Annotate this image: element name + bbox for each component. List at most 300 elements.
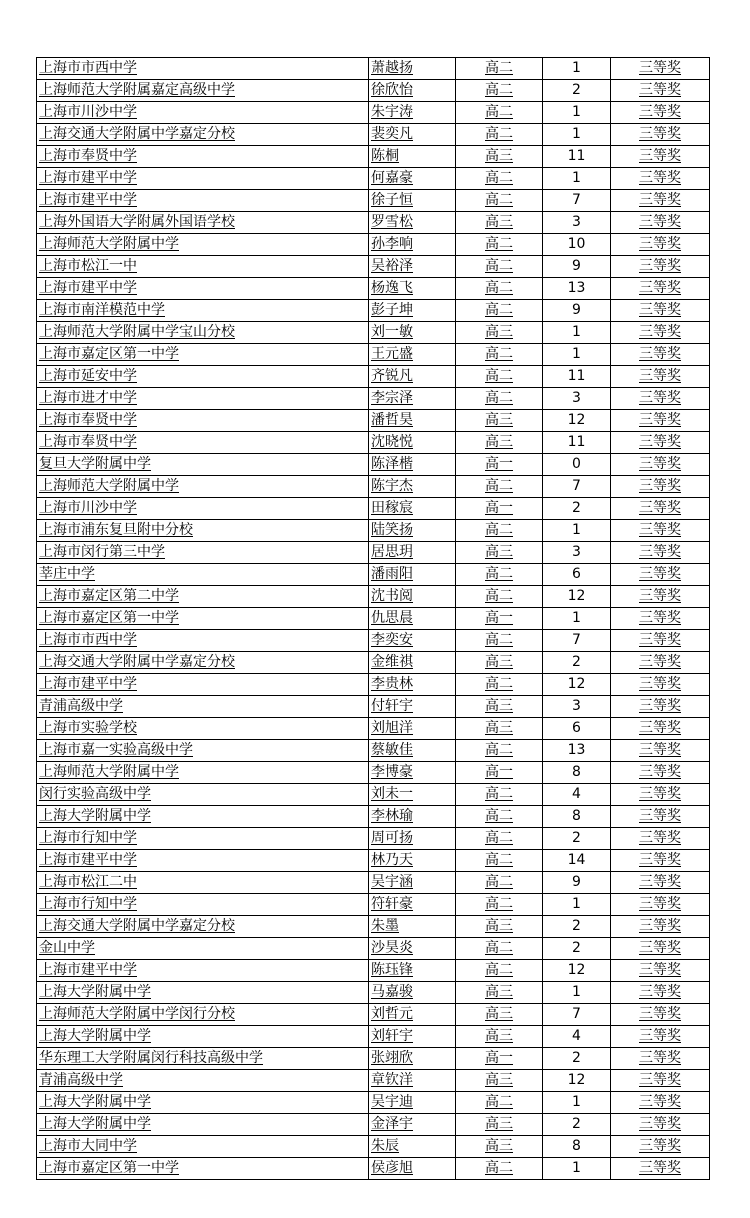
school-cell: 上海市嘉定区第一中学 bbox=[37, 608, 369, 630]
table-row bbox=[37, 1004, 710, 1026]
award-cell: 三等奖 bbox=[611, 322, 710, 344]
student-name-cell: 朱宇涛 bbox=[369, 102, 456, 124]
school-cell: 上海市嘉定区第二中学 bbox=[37, 586, 369, 608]
grade-cell: 高二 bbox=[456, 124, 543, 146]
award-cell: 三等奖 bbox=[611, 1070, 710, 1092]
score-cell: 13 bbox=[543, 740, 611, 762]
table-row bbox=[37, 278, 710, 300]
score-cell: 1 bbox=[543, 1092, 611, 1114]
table-row bbox=[37, 1158, 710, 1180]
grade-cell: 高二 bbox=[456, 344, 543, 366]
school-cell: 上海市嘉定区第一中学 bbox=[37, 1158, 369, 1180]
award-cell: 三等奖 bbox=[611, 256, 710, 278]
grade-cell: 高三 bbox=[456, 652, 543, 674]
award-cell: 三等奖 bbox=[611, 388, 710, 410]
award-cell: 三等奖 bbox=[611, 960, 710, 982]
grade-cell: 高三 bbox=[456, 432, 543, 454]
award-cell: 三等奖 bbox=[611, 278, 710, 300]
table-row bbox=[37, 894, 710, 916]
score-cell: 3 bbox=[543, 212, 611, 234]
score-cell: 2 bbox=[543, 652, 611, 674]
student-name-cell: 林乃天 bbox=[369, 850, 456, 872]
table-row bbox=[37, 542, 710, 564]
student-name-cell: 田稼宸 bbox=[369, 498, 456, 520]
grade-cell: 高三 bbox=[456, 1114, 543, 1136]
table-row bbox=[37, 718, 710, 740]
grade-cell: 高三 bbox=[456, 1136, 543, 1158]
table-row bbox=[37, 58, 710, 80]
award-cell: 三等奖 bbox=[611, 1136, 710, 1158]
grade-cell: 高二 bbox=[456, 938, 543, 960]
grade-cell: 高二 bbox=[456, 168, 543, 190]
grade-cell: 高二 bbox=[456, 234, 543, 256]
school-cell: 上海市市西中学 bbox=[37, 58, 369, 80]
school-cell: 上海大学附属中学 bbox=[37, 806, 369, 828]
school-cell: 上海市建平中学 bbox=[37, 850, 369, 872]
grade-cell: 高二 bbox=[456, 806, 543, 828]
award-cell: 三等奖 bbox=[611, 784, 710, 806]
grade-cell: 高二 bbox=[456, 894, 543, 916]
grade-cell: 高二 bbox=[456, 828, 543, 850]
school-cell: 上海市南洋模范中学 bbox=[37, 300, 369, 322]
school-cell: 上海市建平中学 bbox=[37, 168, 369, 190]
school-cell: 上海交通大学附属中学嘉定分校 bbox=[37, 916, 369, 938]
award-cell: 三等奖 bbox=[611, 740, 710, 762]
table-row bbox=[37, 520, 710, 542]
award-cell: 三等奖 bbox=[611, 850, 710, 872]
award-cell: 三等奖 bbox=[611, 432, 710, 454]
score-cell: 12 bbox=[543, 960, 611, 982]
student-name-cell: 仇思晨 bbox=[369, 608, 456, 630]
grade-cell: 高二 bbox=[456, 586, 543, 608]
grade-cell: 高三 bbox=[456, 410, 543, 432]
student-name-cell: 金维祺 bbox=[369, 652, 456, 674]
grade-cell: 高一 bbox=[456, 454, 543, 476]
table-row bbox=[37, 916, 710, 938]
school-cell: 上海师范大学附属中学闵行分校 bbox=[37, 1004, 369, 1026]
table-row bbox=[37, 146, 710, 168]
student-name-cell: 吴宇迪 bbox=[369, 1092, 456, 1114]
award-cell: 三等奖 bbox=[611, 938, 710, 960]
score-cell: 8 bbox=[543, 762, 611, 784]
award-table-body bbox=[37, 58, 710, 1180]
school-cell: 闵行实验高级中学 bbox=[37, 784, 369, 806]
award-cell: 三等奖 bbox=[611, 872, 710, 894]
student-name-cell: 罗雪松 bbox=[369, 212, 456, 234]
grade-cell: 高三 bbox=[456, 1004, 543, 1026]
school-cell: 上海师范大学附属中学 bbox=[37, 234, 369, 256]
grade-cell: 高三 bbox=[456, 146, 543, 168]
grade-cell: 高二 bbox=[456, 102, 543, 124]
table-row bbox=[37, 476, 710, 498]
table-row bbox=[37, 674, 710, 696]
award-cell: 三等奖 bbox=[611, 1004, 710, 1026]
score-cell: 8 bbox=[543, 806, 611, 828]
score-cell: 14 bbox=[543, 850, 611, 872]
student-name-cell: 陈珏锋 bbox=[369, 960, 456, 982]
school-cell: 上海师范大学附属中学宝山分校 bbox=[37, 322, 369, 344]
school-cell: 金山中学 bbox=[37, 938, 369, 960]
table-row bbox=[37, 960, 710, 982]
grade-cell: 高二 bbox=[456, 960, 543, 982]
student-name-cell: 陈宇杰 bbox=[369, 476, 456, 498]
score-cell: 13 bbox=[543, 278, 611, 300]
grade-cell: 高二 bbox=[456, 784, 543, 806]
student-name-cell: 吴宇涵 bbox=[369, 872, 456, 894]
grade-cell: 高二 bbox=[456, 190, 543, 212]
school-cell: 上海大学附属中学 bbox=[37, 982, 369, 1004]
grade-cell: 高二 bbox=[456, 388, 543, 410]
score-cell: 7 bbox=[543, 630, 611, 652]
student-name-cell: 吴裕泽 bbox=[369, 256, 456, 278]
student-name-cell: 李奕安 bbox=[369, 630, 456, 652]
student-name-cell: 马嘉骏 bbox=[369, 982, 456, 1004]
student-name-cell: 陈桐 bbox=[369, 146, 456, 168]
table-row bbox=[37, 344, 710, 366]
score-cell: 6 bbox=[543, 564, 611, 586]
grade-cell: 高二 bbox=[456, 564, 543, 586]
table-row bbox=[37, 190, 710, 212]
score-cell: 2 bbox=[543, 916, 611, 938]
award-cell: 三等奖 bbox=[611, 410, 710, 432]
award-cell: 三等奖 bbox=[611, 982, 710, 1004]
score-cell: 4 bbox=[543, 784, 611, 806]
school-cell: 上海交通大学附属中学嘉定分校 bbox=[37, 652, 369, 674]
table-row bbox=[37, 938, 710, 960]
school-cell: 上海市行知中学 bbox=[37, 894, 369, 916]
award-cell: 三等奖 bbox=[611, 1092, 710, 1114]
grade-cell: 高一 bbox=[456, 762, 543, 784]
grade-cell: 高二 bbox=[456, 58, 543, 80]
table-row bbox=[37, 740, 710, 762]
score-cell: 3 bbox=[543, 696, 611, 718]
score-cell: 3 bbox=[543, 388, 611, 410]
school-cell: 上海市嘉一实验高级中学 bbox=[37, 740, 369, 762]
school-cell: 上海市松江二中 bbox=[37, 872, 369, 894]
school-cell: 上海市奉贤中学 bbox=[37, 432, 369, 454]
award-cell: 三等奖 bbox=[611, 696, 710, 718]
student-name-cell: 杨逸飞 bbox=[369, 278, 456, 300]
award-cell: 三等奖 bbox=[611, 454, 710, 476]
score-cell: 1 bbox=[543, 894, 611, 916]
table-row bbox=[37, 498, 710, 520]
table-row bbox=[37, 322, 710, 344]
award-cell: 三等奖 bbox=[611, 234, 710, 256]
award-cell: 三等奖 bbox=[611, 608, 710, 630]
student-name-cell: 李林瑜 bbox=[369, 806, 456, 828]
student-name-cell: 孙李响 bbox=[369, 234, 456, 256]
student-name-cell: 侯彦旭 bbox=[369, 1158, 456, 1180]
award-cell: 三等奖 bbox=[611, 124, 710, 146]
student-name-cell: 潘雨阳 bbox=[369, 564, 456, 586]
student-name-cell: 王元盛 bbox=[369, 344, 456, 366]
student-name-cell: 刘哲元 bbox=[369, 1004, 456, 1026]
score-cell: 1 bbox=[543, 344, 611, 366]
table-row bbox=[37, 630, 710, 652]
score-cell: 11 bbox=[543, 432, 611, 454]
school-cell: 上海市松江一中 bbox=[37, 256, 369, 278]
score-cell: 2 bbox=[543, 498, 611, 520]
score-cell: 9 bbox=[543, 300, 611, 322]
school-cell: 上海市行知中学 bbox=[37, 828, 369, 850]
award-cell: 三等奖 bbox=[611, 542, 710, 564]
student-name-cell: 周可扬 bbox=[369, 828, 456, 850]
table-row bbox=[37, 850, 710, 872]
grade-cell: 高三 bbox=[456, 982, 543, 1004]
school-cell: 上海市市西中学 bbox=[37, 630, 369, 652]
table-row bbox=[37, 102, 710, 124]
school-cell: 上海交通大学附属中学嘉定分校 bbox=[37, 124, 369, 146]
score-cell: 1 bbox=[543, 982, 611, 1004]
grade-cell: 高二 bbox=[456, 674, 543, 696]
award-cell: 三等奖 bbox=[611, 652, 710, 674]
award-cell: 三等奖 bbox=[611, 674, 710, 696]
table-row bbox=[37, 454, 710, 476]
table-row bbox=[37, 432, 710, 454]
table-row bbox=[37, 652, 710, 674]
student-name-cell: 陆笑扬 bbox=[369, 520, 456, 542]
student-name-cell: 齐锐凡 bbox=[369, 366, 456, 388]
grade-cell: 高二 bbox=[456, 740, 543, 762]
grade-cell: 高二 bbox=[456, 1158, 543, 1180]
award-cell: 三等奖 bbox=[611, 344, 710, 366]
score-cell: 2 bbox=[543, 938, 611, 960]
award-cell: 三等奖 bbox=[611, 190, 710, 212]
award-cell: 三等奖 bbox=[611, 1158, 710, 1180]
score-cell: 9 bbox=[543, 872, 611, 894]
student-name-cell: 章钦洋 bbox=[369, 1070, 456, 1092]
score-cell: 11 bbox=[543, 366, 611, 388]
table-row bbox=[37, 124, 710, 146]
table-row bbox=[37, 410, 710, 432]
student-name-cell: 沙昊炎 bbox=[369, 938, 456, 960]
school-cell: 华东理工大学附属闵行科技高级中学 bbox=[37, 1048, 369, 1070]
school-cell: 上海市建平中学 bbox=[37, 190, 369, 212]
school-cell: 上海大学附属中学 bbox=[37, 1026, 369, 1048]
score-cell: 1 bbox=[543, 322, 611, 344]
score-cell: 7 bbox=[543, 190, 611, 212]
grade-cell: 高二 bbox=[456, 872, 543, 894]
student-name-cell: 金泽宇 bbox=[369, 1114, 456, 1136]
school-cell: 上海市嘉定区第一中学 bbox=[37, 344, 369, 366]
grade-cell: 高二 bbox=[456, 80, 543, 102]
award-cell: 三等奖 bbox=[611, 762, 710, 784]
table-row bbox=[37, 564, 710, 586]
award-cell: 三等奖 bbox=[611, 1114, 710, 1136]
student-name-cell: 张翊欣 bbox=[369, 1048, 456, 1070]
award-cell: 三等奖 bbox=[611, 146, 710, 168]
score-cell: 2 bbox=[543, 1114, 611, 1136]
school-cell: 上海大学附属中学 bbox=[37, 1092, 369, 1114]
student-name-cell: 居思玥 bbox=[369, 542, 456, 564]
table-row bbox=[37, 212, 710, 234]
school-cell: 上海市建平中学 bbox=[37, 960, 369, 982]
grade-cell: 高一 bbox=[456, 498, 543, 520]
grade-cell: 高二 bbox=[456, 278, 543, 300]
score-cell: 11 bbox=[543, 146, 611, 168]
table-row bbox=[37, 256, 710, 278]
award-cell: 三等奖 bbox=[611, 586, 710, 608]
award-cell: 三等奖 bbox=[611, 564, 710, 586]
table-row bbox=[37, 1048, 710, 1070]
student-name-cell: 李贵林 bbox=[369, 674, 456, 696]
school-cell: 上海师范大学附属中学 bbox=[37, 762, 369, 784]
table-row bbox=[37, 806, 710, 828]
award-cell: 三等奖 bbox=[611, 916, 710, 938]
student-name-cell: 徐欣怡 bbox=[369, 80, 456, 102]
grade-cell: 高三 bbox=[456, 696, 543, 718]
score-cell: 1 bbox=[543, 520, 611, 542]
award-table bbox=[36, 57, 710, 1180]
table-row bbox=[37, 828, 710, 850]
grade-cell: 高三 bbox=[456, 542, 543, 564]
school-cell: 上海市浦东复旦附中分校 bbox=[37, 520, 369, 542]
student-name-cell: 朱辰 bbox=[369, 1136, 456, 1158]
table-row bbox=[37, 696, 710, 718]
student-name-cell: 刘旭洋 bbox=[369, 718, 456, 740]
school-cell: 青浦高级中学 bbox=[37, 1070, 369, 1092]
student-name-cell: 潘哲昊 bbox=[369, 410, 456, 432]
score-cell: 2 bbox=[543, 80, 611, 102]
grade-cell: 高二 bbox=[456, 366, 543, 388]
school-cell: 上海市川沙中学 bbox=[37, 498, 369, 520]
student-name-cell: 付轩宇 bbox=[369, 696, 456, 718]
award-cell: 三等奖 bbox=[611, 1048, 710, 1070]
student-name-cell: 李博豪 bbox=[369, 762, 456, 784]
grade-cell: 高三 bbox=[456, 1070, 543, 1092]
award-cell: 三等奖 bbox=[611, 718, 710, 740]
student-name-cell: 符轩豪 bbox=[369, 894, 456, 916]
school-cell: 上海师范大学附属中学 bbox=[37, 476, 369, 498]
score-cell: 1 bbox=[543, 124, 611, 146]
student-name-cell: 沈书阅 bbox=[369, 586, 456, 608]
award-cell: 三等奖 bbox=[611, 212, 710, 234]
student-name-cell: 刘未一 bbox=[369, 784, 456, 806]
table-row bbox=[37, 366, 710, 388]
student-name-cell: 刘轩宇 bbox=[369, 1026, 456, 1048]
table-row bbox=[37, 1092, 710, 1114]
award-cell: 三等奖 bbox=[611, 58, 710, 80]
score-cell: 1 bbox=[543, 1158, 611, 1180]
table-row bbox=[37, 234, 710, 256]
score-cell: 2 bbox=[543, 1048, 611, 1070]
score-cell: 8 bbox=[543, 1136, 611, 1158]
school-cell: 上海市延安中学 bbox=[37, 366, 369, 388]
school-cell: 上海市建平中学 bbox=[37, 674, 369, 696]
student-name-cell: 陈泽楷 bbox=[369, 454, 456, 476]
school-cell: 青浦高级中学 bbox=[37, 696, 369, 718]
school-cell: 上海市川沙中学 bbox=[37, 102, 369, 124]
student-name-cell: 何嘉豪 bbox=[369, 168, 456, 190]
student-name-cell: 刘一敏 bbox=[369, 322, 456, 344]
table-row bbox=[37, 982, 710, 1004]
student-name-cell: 徐子恒 bbox=[369, 190, 456, 212]
student-name-cell: 蔡敏佳 bbox=[369, 740, 456, 762]
student-name-cell: 萧越扬 bbox=[369, 58, 456, 80]
student-name-cell: 李宗泽 bbox=[369, 388, 456, 410]
grade-cell: 高二 bbox=[456, 300, 543, 322]
score-cell: 12 bbox=[543, 674, 611, 696]
table-row bbox=[37, 784, 710, 806]
school-cell: 上海师范大学附属嘉定高级中学 bbox=[37, 80, 369, 102]
score-cell: 9 bbox=[543, 256, 611, 278]
school-cell: 莘庄中学 bbox=[37, 564, 369, 586]
award-cell: 三等奖 bbox=[611, 102, 710, 124]
award-cell: 三等奖 bbox=[611, 498, 710, 520]
score-cell: 12 bbox=[543, 410, 611, 432]
school-cell: 上海外国语大学附属外国语学校 bbox=[37, 212, 369, 234]
grade-cell: 高三 bbox=[456, 718, 543, 740]
table-row bbox=[37, 586, 710, 608]
table-row bbox=[37, 1114, 710, 1136]
grade-cell: 高二 bbox=[456, 850, 543, 872]
score-cell: 1 bbox=[543, 168, 611, 190]
school-cell: 上海市奉贤中学 bbox=[37, 410, 369, 432]
school-cell: 上海市实验学校 bbox=[37, 718, 369, 740]
award-cell: 三等奖 bbox=[611, 828, 710, 850]
award-cell: 三等奖 bbox=[611, 520, 710, 542]
award-cell: 三等奖 bbox=[611, 80, 710, 102]
school-cell: 上海市建平中学 bbox=[37, 278, 369, 300]
student-name-cell: 沈晓悦 bbox=[369, 432, 456, 454]
score-cell: 1 bbox=[543, 102, 611, 124]
score-cell: 1 bbox=[543, 608, 611, 630]
award-cell: 三等奖 bbox=[611, 168, 710, 190]
student-name-cell: 裴奕凡 bbox=[369, 124, 456, 146]
award-cell: 三等奖 bbox=[611, 476, 710, 498]
school-cell: 上海大学附属中学 bbox=[37, 1114, 369, 1136]
grade-cell: 高一 bbox=[456, 1048, 543, 1070]
score-cell: 3 bbox=[543, 542, 611, 564]
score-cell: 7 bbox=[543, 476, 611, 498]
score-cell: 12 bbox=[543, 586, 611, 608]
table-row bbox=[37, 872, 710, 894]
table-row bbox=[37, 1026, 710, 1048]
table-row bbox=[37, 300, 710, 322]
grade-cell: 高二 bbox=[456, 630, 543, 652]
grade-cell: 高一 bbox=[456, 608, 543, 630]
score-cell: 6 bbox=[543, 718, 611, 740]
table-row bbox=[37, 608, 710, 630]
table-row bbox=[37, 1136, 710, 1158]
award-cell: 三等奖 bbox=[611, 806, 710, 828]
award-cell: 三等奖 bbox=[611, 366, 710, 388]
score-cell: 2 bbox=[543, 828, 611, 850]
grade-cell: 高二 bbox=[456, 520, 543, 542]
award-cell: 三等奖 bbox=[611, 300, 710, 322]
award-cell: 三等奖 bbox=[611, 894, 710, 916]
table-row bbox=[37, 168, 710, 190]
grade-cell: 高二 bbox=[456, 476, 543, 498]
student-name-cell: 朱墨 bbox=[369, 916, 456, 938]
grade-cell: 高二 bbox=[456, 1092, 543, 1114]
school-cell: 复旦大学附属中学 bbox=[37, 454, 369, 476]
school-cell: 上海市大同中学 bbox=[37, 1136, 369, 1158]
score-cell: 12 bbox=[543, 1070, 611, 1092]
score-cell: 10 bbox=[543, 234, 611, 256]
grade-cell: 高三 bbox=[456, 322, 543, 344]
table-row bbox=[37, 388, 710, 410]
score-cell: 4 bbox=[543, 1026, 611, 1048]
score-cell: 7 bbox=[543, 1004, 611, 1026]
school-cell: 上海市奉贤中学 bbox=[37, 146, 369, 168]
school-cell: 上海市进才中学 bbox=[37, 388, 369, 410]
grade-cell: 高三 bbox=[456, 1026, 543, 1048]
grade-cell: 高三 bbox=[456, 916, 543, 938]
score-cell: 0 bbox=[543, 454, 611, 476]
table-row bbox=[37, 762, 710, 784]
score-cell: 1 bbox=[543, 58, 611, 80]
